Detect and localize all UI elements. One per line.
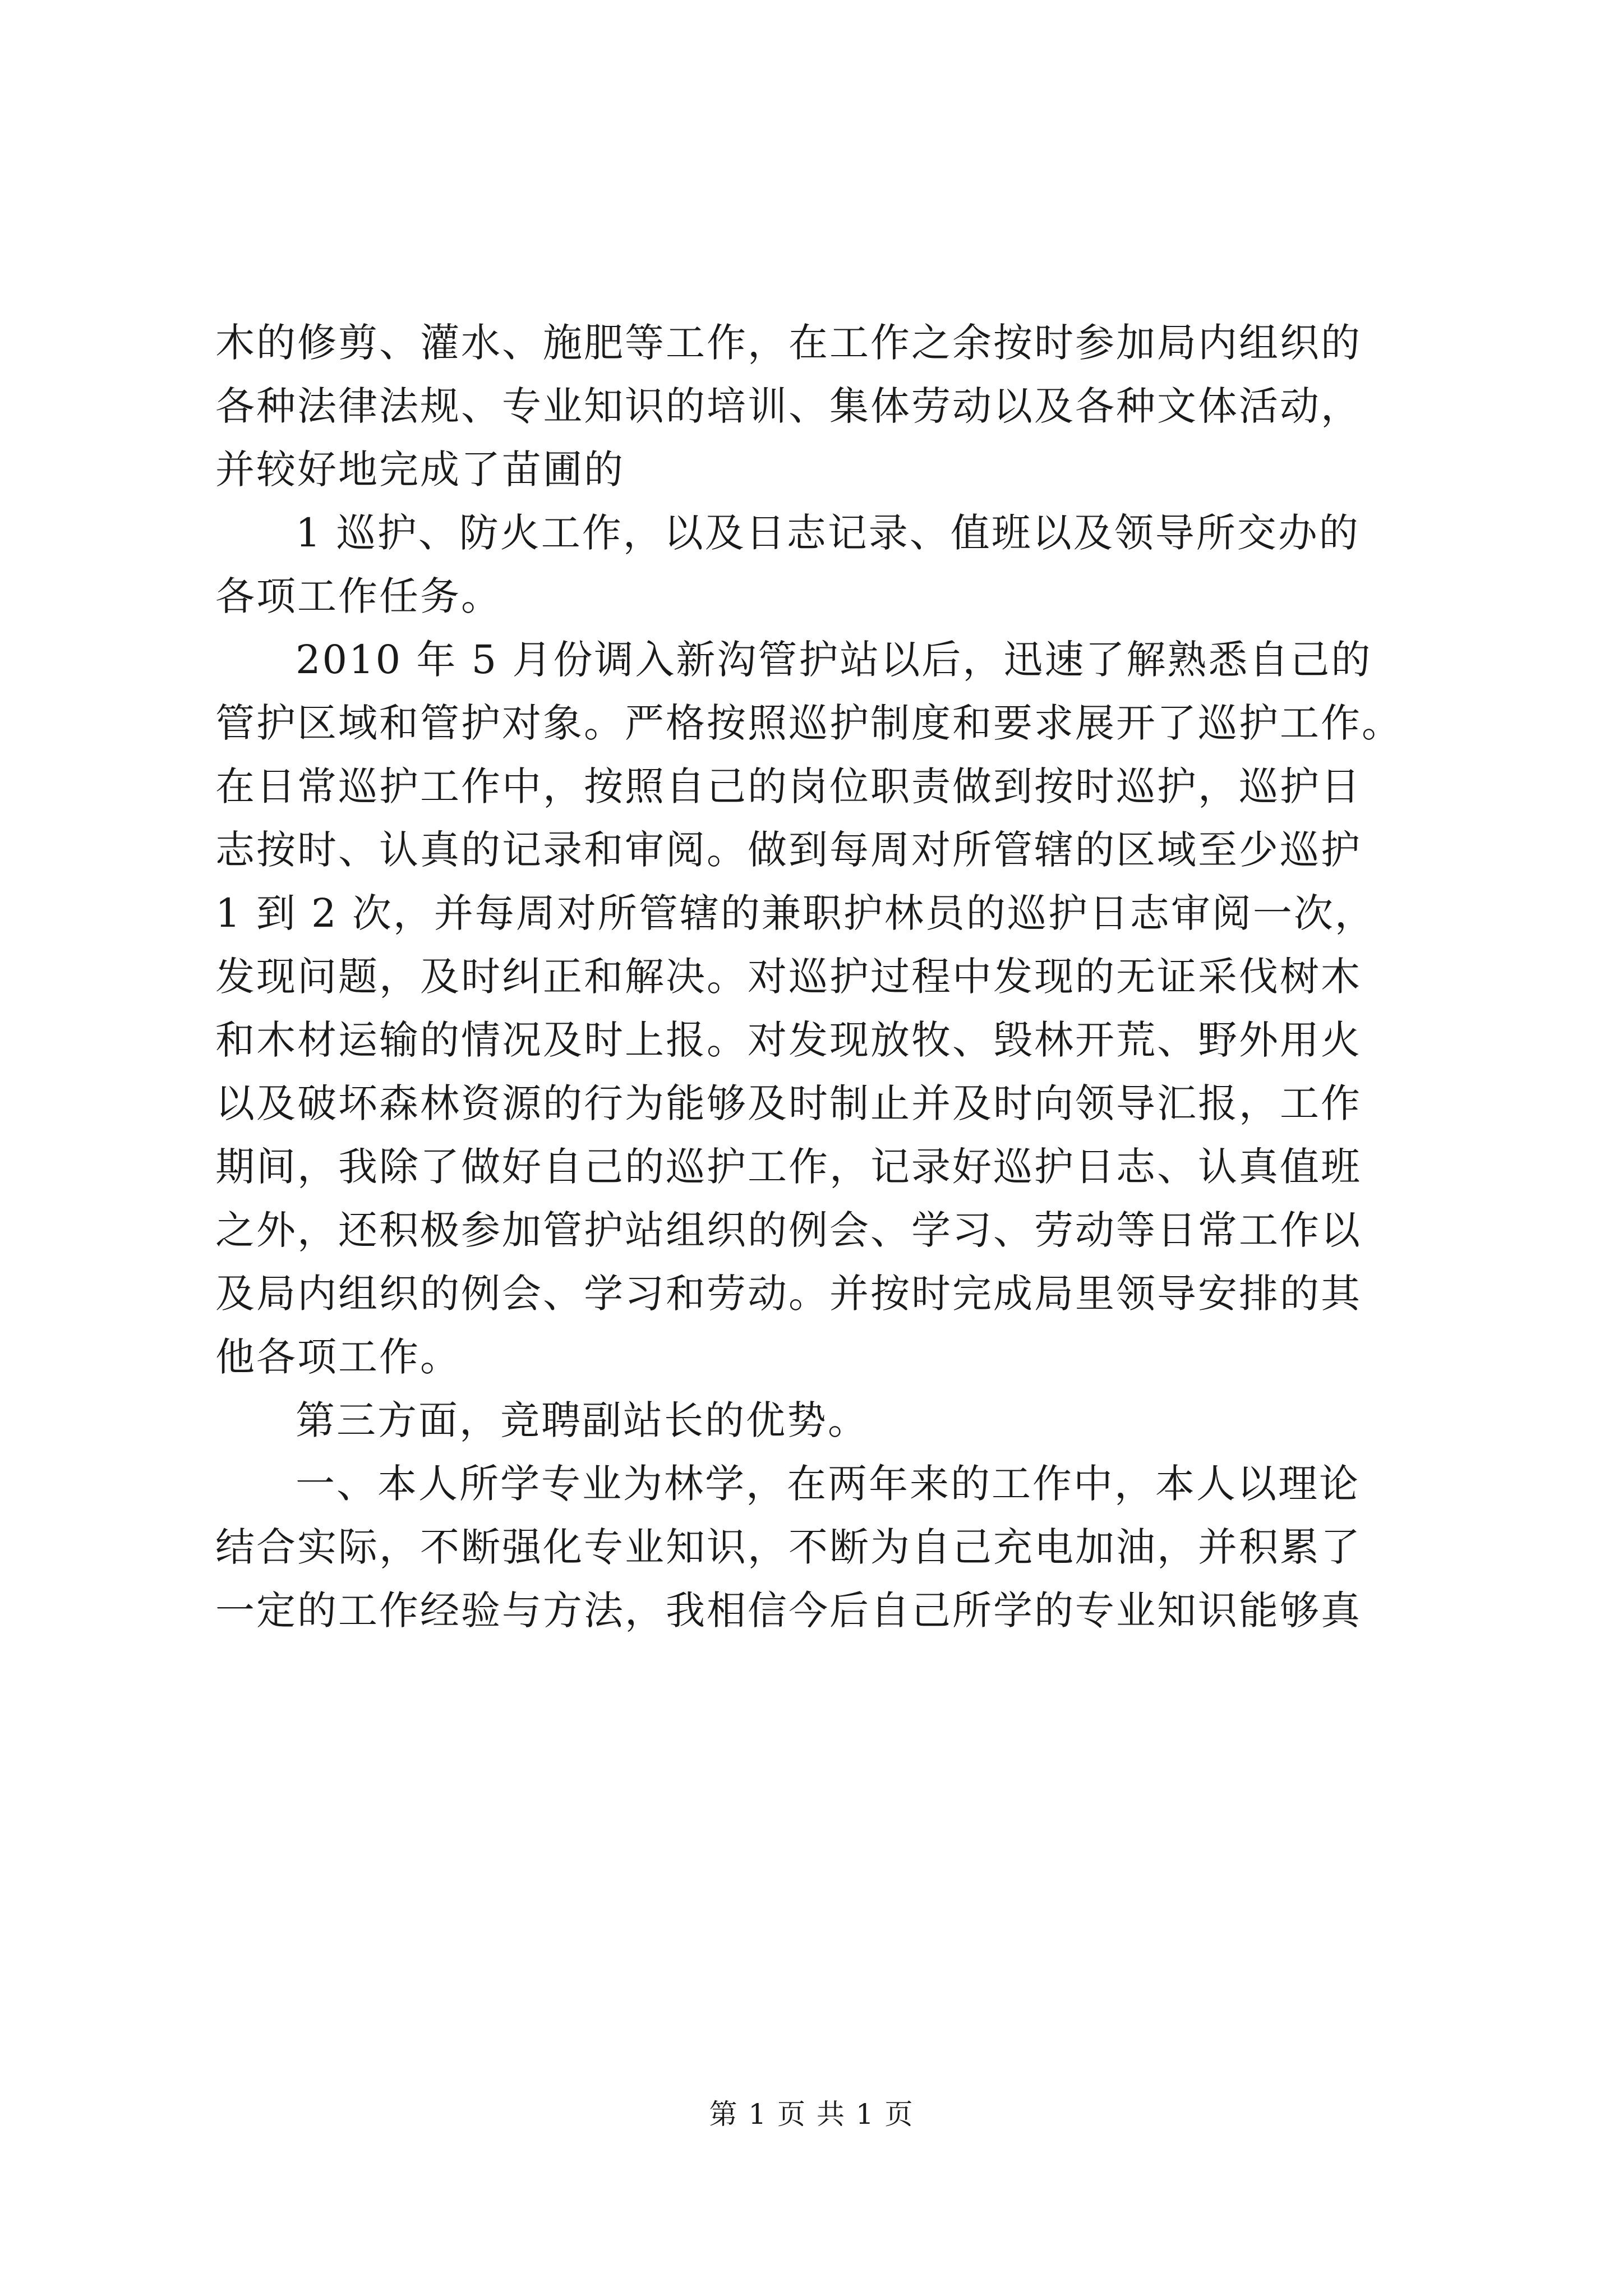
body-line: 他各项工作。 (215, 1334, 461, 1380)
section-heading-line: 第三方面，竞聘副站长的优势。 (296, 1397, 869, 1443)
page-footer: 第 1 页 共 1 页 (709, 2098, 914, 2131)
body-line: 并较好地完成了苗圃的 (215, 447, 625, 493)
body-line: 一定的工作经验与方法，我相信今后自己所学的专业知识能够真 (215, 1588, 1362, 1634)
document-body (215, 311, 1410, 1642)
body-line: 之外，还积极参加管护站组织的例会、学习、劳动等日常工作以 (215, 1207, 1362, 1253)
body-line: 及局内组织的例会、学习和劳动。并按时完成局里领导安排的其 (215, 1271, 1362, 1317)
paragraph-start-line: 一、本人所学专业为林学，在两年来的工作中，本人以理论 (296, 1461, 1360, 1507)
body-line: 各种法律法规、专业知识的培训、集体劳动以及各种文体活动， (215, 383, 1362, 429)
body-line: 1 到 2 次，并每周对所管辖的兼职护林员的巡护日志审阅一次， (215, 890, 1376, 936)
body-line: 和木材运输的情况及时上报。对发现放牧、毁林开荒、野外用火 (215, 1017, 1362, 1063)
paragraph-start-line: 2010 年 5 月份调入新沟管护站以后，迅速了解熟悉自己的 (296, 637, 1372, 683)
body-line: 管护区域和管护对象。严格按照巡护制度和要求展开了巡护工作。 (215, 700, 1403, 746)
body-line: 各项工作任务。 (215, 573, 502, 619)
body-line: 发现问题，及时纠正和解决。对巡护过程中发现的无证采伐树木 (215, 954, 1362, 1000)
paragraph-start-line: 1 巡护、防火工作，以及日志记录、值班以及领导所交办的 (296, 510, 1360, 556)
body-line: 木的修剪、灌水、施肥等工作，在工作之余按时参加局内组织的 (215, 320, 1362, 366)
body-line: 志按时、认真的记录和审阅。做到每周对所管辖的区域至少巡护 (215, 827, 1362, 873)
body-line: 以及破坏森林资源的行为能够及时制止并及时向领导汇报，工作 (215, 1080, 1362, 1126)
body-line: 期间，我除了做好自己的巡护工作，记录好巡护日志、认真值班 (215, 1144, 1362, 1190)
body-line: 在日常巡护工作中，按照自己的岗位职责做到按时巡护，巡护日 (215, 763, 1362, 809)
body-line: 结合实际，不断强化专业知识，不断为自己充电加油，并积累了 (215, 1524, 1362, 1570)
